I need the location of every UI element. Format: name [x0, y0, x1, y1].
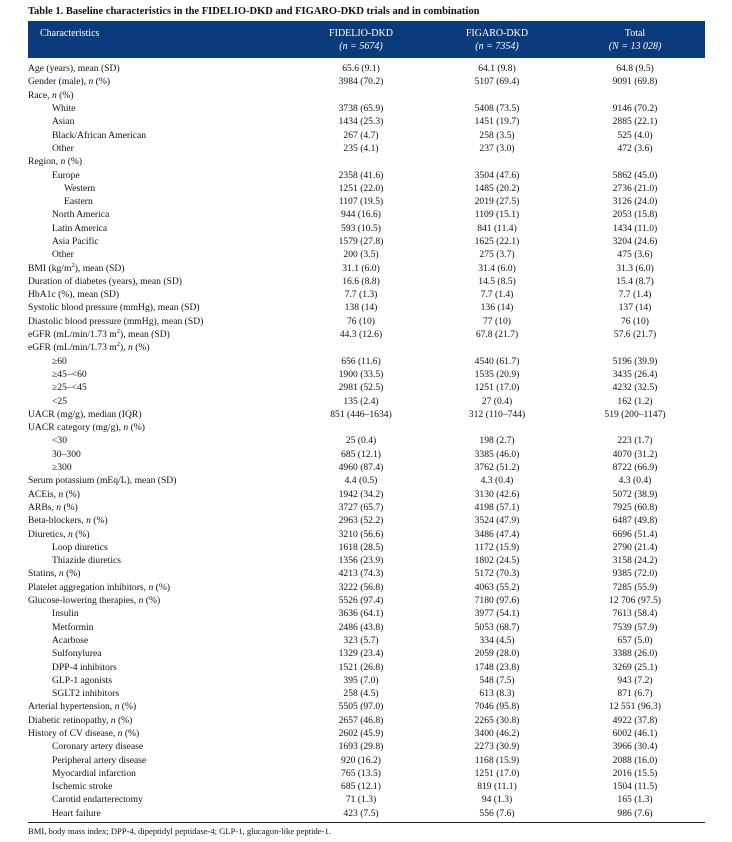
row-label: Glucose-lowering therapies, n (%): [28, 595, 161, 607]
figaro-value: 841 (11.4): [477, 222, 517, 234]
fidelio-value: 323 (5.7): [343, 634, 379, 646]
total-value: 2088 (16.0): [612, 754, 658, 766]
fidelio-value: 1579 (27.8): [338, 236, 384, 247]
row-label: UACR category (mg/g), n (%): [28, 422, 145, 434]
total-value: [565, 89, 705, 102]
table-row: [28, 301, 705, 314]
table-row: [28, 501, 705, 514]
fidelio-value: 2963 (52.2): [338, 515, 384, 527]
header-total-n: (N = 13 028): [608, 41, 662, 52]
row-label: DPP-4 inhibitors: [52, 661, 117, 673]
row-label: ≥25–<45: [52, 382, 87, 394]
table-row: [28, 328, 705, 341]
table-row: [28, 448, 705, 461]
figaro-value: 5408 (73.5): [474, 103, 520, 115]
figaro-value: 7180 (97.6): [474, 595, 520, 607]
table-row: [28, 647, 705, 660]
total-value: [565, 155, 705, 168]
total-value: 2736 (21.0): [612, 182, 658, 194]
table-row: [28, 288, 705, 301]
total-value: 4070 (31.2): [612, 448, 658, 460]
fidelio-value: 3636 (64.1): [338, 608, 384, 620]
table-row: [28, 753, 705, 766]
header-fidelio-n: (n = 5674): [339, 41, 383, 52]
figaro-value: 2273 (30.9): [474, 741, 520, 753]
row-label: Platelet aggregation inhibitors, n (%): [28, 581, 171, 593]
table-row: [28, 620, 705, 633]
total-value: 657 (5.0): [617, 634, 653, 646]
total-value: 3388 (26.0): [612, 648, 658, 660]
row-label: Insulin: [52, 608, 79, 620]
total-value: 7925 (60.8): [612, 501, 658, 513]
figaro-value: 67.8 (21.7): [475, 329, 519, 341]
fidelio-value: 1521 (26.8): [338, 661, 384, 673]
figaro-value: 14.5 (8.5): [478, 275, 516, 287]
figaro-value: [429, 89, 565, 102]
total-value: 9385 (72.0): [612, 568, 658, 580]
figaro-value: 198 (2.7): [479, 435, 515, 447]
table-row: [28, 58, 705, 75]
baseline-characteristics-table: [28, 21, 705, 820]
total-value: 4922 (37.8): [612, 714, 658, 726]
table-row: [28, 740, 705, 753]
fidelio-value: 2358 (41.6): [338, 169, 384, 181]
figaro-value: 1168 (15.9): [474, 754, 520, 766]
table-row: [28, 368, 705, 381]
row-label: Heart failure: [52, 807, 101, 819]
figaro-value: 7046 (95.8): [474, 701, 520, 713]
table-row: [28, 182, 705, 195]
figaro-value: 3504 (47.6): [474, 169, 520, 181]
fidelio-value: 3738 (65.9): [338, 103, 384, 115]
row-label: GLP-1 agonists: [52, 674, 112, 686]
total-value: 165 (1.3): [617, 794, 653, 806]
fidelio-value: 1900 (33.5): [338, 368, 384, 380]
fidelio-value: 71 (1.3): [345, 794, 377, 806]
header-row: [28, 21, 705, 58]
row-label: <25: [52, 395, 68, 407]
total-value: 871 (6.7): [617, 688, 653, 700]
fidelio-value: 1251 (22.0): [338, 182, 384, 194]
table-row: [28, 381, 705, 394]
fidelio-value: [293, 421, 429, 434]
figaro-value: 4540 (61.7): [474, 355, 520, 367]
row-label: History of CV disease, n (%): [28, 727, 140, 739]
header-figaro: FIGARO-DKD (n = 7354): [429, 21, 565, 58]
row-label: Duration of diabetes (years), mean (SD): [28, 275, 182, 287]
total-value: [565, 421, 705, 434]
row-label: Peripheral artery disease: [52, 754, 147, 766]
header-fidelio: FIDELIO-DKD (n = 5674): [293, 21, 429, 58]
fidelio-value: 1356 (23.9): [338, 555, 384, 567]
fidelio-value: [293, 341, 429, 354]
figaro-value: 3385 (46.0): [474, 448, 520, 460]
total-value: 9146 (70.2): [612, 103, 658, 115]
row-label: Beta-blockers, n (%): [28, 515, 108, 527]
row-label: eGFR (mL/min/1.73 $m^2$), mean (SD): [28, 328, 170, 341]
total-value: 76 (10): [621, 315, 649, 327]
total-value: 1434 (11.0): [612, 222, 658, 234]
figaro-value: 3762 (51.2): [474, 462, 520, 474]
header-characteristics: Characteristics: [28, 21, 293, 58]
total-value: 475 (3.6): [617, 249, 653, 261]
fidelio-value: 1618 (28.5): [338, 541, 384, 553]
total-value: 5072 (38.9): [612, 488, 658, 500]
table-row: [28, 222, 705, 235]
figaro-value: 1451 (19.7): [474, 116, 520, 128]
figaro-value: 136 (14): [480, 302, 514, 314]
table-row: [28, 168, 705, 181]
row-label: Ischemic stroke: [52, 781, 113, 793]
table-row: [28, 89, 705, 102]
figaro-value: 275 (3.7): [479, 249, 515, 261]
total-value: 3269 (25.1): [612, 661, 658, 673]
figaro-value: 613 (8.3): [479, 688, 515, 700]
row-label: Statins, n (%): [28, 568, 81, 580]
fidelio-value: 4213 (74.3): [338, 568, 384, 580]
total-value: 6696 (51.4): [612, 528, 658, 540]
row-label: Loop diuretics: [52, 541, 108, 553]
table-row: [28, 607, 705, 620]
fidelio-value: [293, 89, 429, 102]
figaro-value: 237 (3.0): [479, 142, 515, 154]
row-label: ACEis, n (%): [28, 488, 80, 500]
fidelio-value: 3210 (56.6): [338, 528, 384, 540]
total-value: 4.3 (0.4): [618, 475, 652, 487]
table-row: [28, 248, 705, 261]
table-row: [28, 527, 705, 540]
fidelio-value: [293, 155, 429, 168]
total-value: 3966 (30.4): [612, 741, 658, 753]
table-row: [28, 315, 705, 328]
table-row: [28, 780, 705, 793]
table-row: [28, 102, 705, 115]
figaro-value: 5053 (68.7): [474, 621, 520, 633]
table-row: [28, 807, 705, 820]
table-row: [28, 341, 705, 354]
figaro-value: 1251 (17.0): [474, 382, 520, 394]
fidelio-value: 1693 (29.8): [338, 741, 384, 753]
total-value: 137 (14): [618, 302, 652, 314]
table-bottom-rule: [28, 822, 705, 823]
figaro-value: 4198 (57.1): [474, 501, 520, 513]
figaro-value: 77 (10): [483, 315, 511, 327]
figaro-value: 548 (7.5): [479, 674, 515, 686]
total-value: 2053 (15.8): [612, 209, 658, 221]
total-value: 5862 (45.0): [612, 169, 658, 181]
row-label: Acarbose: [52, 634, 89, 646]
row-label: Arterial hypertension, n (%): [28, 701, 137, 713]
fidelio-value: 31.1 (6.0): [342, 262, 380, 274]
total-value: 162 (1.2): [617, 395, 653, 407]
total-value: 6002 (46.1): [612, 727, 658, 739]
fidelio-value: 5526 (97.4): [338, 595, 384, 607]
figaro-value: 4063 (55.2): [474, 581, 520, 593]
row-label: ≥45–<60: [52, 368, 87, 380]
row-label: Diabetic retinopathy, n (%): [28, 714, 133, 726]
fidelio-value: 2602 (45.9): [338, 727, 384, 739]
figaro-value: 31.4 (6.0): [478, 262, 516, 274]
figaro-value: 1109 (15.1): [474, 209, 520, 221]
table-row: [28, 634, 705, 647]
fidelio-value: 267 (4.7): [343, 129, 379, 141]
row-label: Eastern: [64, 196, 93, 208]
total-value: 9091 (69.8): [612, 76, 658, 88]
fidelio-value: 395 (7.0): [343, 674, 379, 686]
fidelio-value: 44.3 (12.6): [339, 329, 383, 341]
fidelio-value: 2981 (52.5): [338, 382, 384, 394]
figaro-value: 258 (3.5): [479, 129, 515, 141]
figaro-value: 334 (4.5): [479, 634, 515, 646]
figaro-value: 64.1 (9.8): [478, 63, 516, 75]
row-label: Other: [52, 142, 74, 154]
fidelio-value: 2486 (43.8): [338, 621, 384, 633]
total-value: [565, 341, 705, 354]
figaro-value: 3977 (54.1): [474, 608, 520, 620]
fidelio-value: 7.7 (1.3): [344, 289, 378, 301]
fidelio-value: 5505 (97.0): [338, 701, 384, 713]
total-value: 986 (7.6): [617, 807, 653, 819]
table-row: [28, 408, 705, 421]
fidelio-value: 1329 (23.4): [338, 648, 384, 660]
table-row: [28, 767, 705, 780]
figaro-value: 5107 (69.4): [474, 76, 520, 88]
table-row: [28, 793, 705, 806]
fidelio-value: 423 (7.5): [343, 807, 379, 819]
total-value: 7285 (55.9): [612, 581, 658, 593]
fidelio-value: 765 (13.5): [341, 767, 381, 779]
figaro-value: [429, 341, 565, 354]
figaro-value: 94 (1.3): [481, 794, 513, 806]
figaro-value: 27 (0.4): [481, 395, 513, 407]
fidelio-value: 16.6 (8.8): [342, 275, 380, 287]
total-value: 12 551 (96.3): [609, 701, 661, 713]
total-value: 15.4 (8.7): [616, 275, 654, 287]
figaro-value: 1802 (24.5): [474, 555, 520, 567]
fidelio-value: 1107 (19.5): [338, 196, 384, 208]
total-value: 2016 (15.5): [612, 767, 658, 779]
figaro-value: 1172 (15.9): [474, 541, 520, 553]
fidelio-value: 3727 (65.7): [338, 501, 384, 513]
row-label: SGLT2 inhibitors: [52, 688, 120, 700]
table-row: [28, 660, 705, 673]
table-row: [28, 421, 705, 434]
table-row: [28, 434, 705, 447]
total-value: 943 (7.2): [617, 674, 653, 686]
row-label: Thiazide diuretics: [52, 555, 121, 567]
fidelio-value: 235 (4.1): [343, 142, 379, 154]
table-row: [28, 554, 705, 567]
fidelio-value: 135 (2.4): [343, 395, 379, 407]
row-label: Latin America: [52, 222, 108, 234]
total-value: 3158 (24.2): [612, 555, 658, 567]
row-label: North America: [52, 209, 110, 221]
fidelio-value: 3984 (70.2): [338, 76, 384, 88]
row-label: Carotid endarterectomy: [52, 794, 143, 806]
table-row: [28, 155, 705, 168]
row-label: ≥300: [52, 462, 72, 474]
figaro-value: 3486 (47.4): [474, 528, 520, 540]
total-value: 31.3 (6.0): [616, 262, 654, 274]
total-value: 525 (4.0): [617, 129, 653, 141]
figaro-value: 4.3 (0.4): [480, 475, 514, 487]
table-row: [28, 581, 705, 594]
total-value: 223 (1.7): [617, 435, 653, 447]
figaro-value: 3400 (46.2): [474, 727, 520, 739]
row-label: HbA1c (%), mean (SD): [28, 289, 120, 301]
figaro-value: 1251 (17.0): [474, 767, 520, 779]
table-row: [28, 142, 705, 155]
row-label: Myocardial infarction: [52, 767, 136, 779]
fidelio-value: 138 (14): [344, 302, 378, 314]
total-value: 3435 (26.4): [612, 368, 658, 380]
figaro-value: 819 (11.1): [477, 781, 517, 793]
figaro-value: 2265 (30.8): [474, 714, 520, 726]
row-label: Coronary artery disease: [52, 741, 144, 753]
table-row: [28, 195, 705, 208]
figaro-value: 1535 (20.9): [474, 368, 520, 380]
fidelio-value: 3222 (56.8): [338, 581, 384, 593]
fidelio-value: 685 (12.1): [341, 448, 381, 460]
row-label: Asia Pacific: [52, 236, 99, 247]
header-figaro-n: (n = 7354): [475, 41, 519, 52]
fidelio-value: 851 (446–1634): [330, 408, 392, 420]
table-row: [28, 75, 705, 88]
total-value: 4232 (32.5): [612, 382, 658, 394]
figaro-value: 312 (110–744): [468, 408, 526, 420]
figaro-value: 7.7 (1.4): [480, 289, 514, 301]
figaro-value: 556 (7.6): [479, 807, 515, 819]
table-row: [28, 714, 705, 727]
table-header: [28, 21, 705, 58]
row-label: ≥60: [52, 355, 67, 367]
row-label: Sulfonylurea: [52, 648, 102, 660]
total-value: 8722 (66.9): [612, 462, 658, 474]
table-row: [28, 514, 705, 527]
figaro-value: 3524 (47.9): [474, 515, 520, 527]
total-value: 12 706 (97.5): [609, 595, 661, 607]
fidelio-value: 4.4 (0.5): [344, 475, 378, 487]
row-label: BMI $(kg/m^2)$, mean (SD): [28, 261, 125, 274]
row-label: UACR (mg/g), median (IQR): [28, 408, 142, 420]
total-value: 519 (200–1147): [604, 408, 666, 420]
row-label: Asian: [52, 116, 75, 128]
fidelio-value: 258 (4.5): [343, 688, 379, 700]
total-value: 472 (3.6): [617, 142, 653, 154]
total-value: 57.6 (21.7): [613, 329, 657, 341]
total-value: 2790 (21.4): [612, 541, 658, 553]
table-row: [28, 128, 705, 141]
table-row: [28, 727, 705, 740]
figaro-value: [429, 421, 565, 434]
total-value: 1504 (11.5): [612, 781, 658, 793]
header-total: Total (N = 13 028): [565, 21, 705, 58]
fidelio-value: 25 (0.4): [345, 435, 377, 447]
row-label: <30: [52, 435, 68, 447]
table-body: [28, 58, 705, 820]
total-value: 7539 (57.9): [612, 621, 658, 633]
table-row: [28, 594, 705, 607]
row-label: Diuretics, n (%): [28, 528, 90, 540]
fidelio-value: 2657 (46.8): [338, 714, 384, 726]
row-label: Age (years), mean (SD): [28, 63, 120, 75]
figaro-value: 1625 (22.1): [474, 236, 520, 247]
fidelio-value: 1434 (25.3): [338, 116, 384, 128]
figaro-value: [429, 155, 565, 168]
table-row: [28, 687, 705, 700]
row-label: Western: [64, 182, 96, 194]
table-row: [28, 488, 705, 501]
table-row: [28, 115, 705, 128]
row-label: Other: [52, 249, 74, 261]
table-row: [28, 474, 705, 487]
table-row: [28, 394, 705, 407]
table-row: [28, 700, 705, 713]
row-label: Serum potassium (mEq/L), mean (SD): [28, 475, 177, 487]
row-label: ARBs, n (%): [28, 501, 78, 513]
row-label: Region, n (%): [28, 156, 83, 168]
row-label: Diastolic blood pressure (mmHg), mean (SD): [28, 315, 204, 327]
row-label: Metformin: [52, 621, 94, 633]
table-caption: Table 1. Baseline characteristics in the FIDELIO-DKD and FIGARO-DKD trials and in combination: [28, 6, 480, 17]
table-row: [28, 235, 705, 248]
total-value: 3126 (24.0): [612, 196, 658, 208]
row-label: Race, n (%): [28, 89, 74, 101]
row-label: Black/African American: [52, 129, 147, 141]
table-row: [28, 208, 705, 221]
table-row: [28, 567, 705, 580]
total-value: 3204 (24.6): [612, 236, 658, 247]
total-value: 2885 (22.1): [612, 116, 658, 128]
table-row: [28, 261, 705, 274]
row-label: White: [52, 103, 76, 115]
fidelio-value: 1942 (34.2): [338, 488, 384, 500]
figaro-value: 2059 (28.0): [474, 648, 520, 660]
row-label: Gender (male), n (%): [28, 76, 111, 88]
fidelio-value: 593 (10.5): [341, 222, 381, 234]
total-value: 64.8 (9.5): [616, 63, 654, 75]
figaro-value: 3130 (42.6): [474, 488, 520, 500]
total-value: 7613 (58.4): [612, 608, 658, 620]
row-label: Systolic blood pressure (mmHg), mean (SD): [28, 302, 200, 314]
table-row: [28, 355, 705, 368]
table-row: [28, 461, 705, 474]
total-value: 5196 (39.9): [612, 355, 658, 367]
fidelio-value: 656 (11.6): [341, 355, 381, 367]
fidelio-value: 4960 (87.4): [338, 462, 384, 474]
fidelio-value: 76 (10): [347, 315, 375, 327]
figaro-value: 5172 (70.3): [474, 568, 520, 580]
figaro-value: 1748 (23.8): [474, 661, 520, 673]
total-value: 6487 (49.8): [612, 515, 658, 527]
table-footnote: BMI, body mass index; DPP-4, dipeptidyl peptidase-4; GLP-1, glucagon-like peptide-1.: [28, 826, 331, 836]
fidelio-value: 65.6 (9.1): [342, 63, 380, 75]
total-value: 7.7 (1.4): [618, 289, 652, 301]
row-label: Europe: [52, 169, 80, 181]
figaro-value: 1485 (20.2): [474, 182, 520, 194]
row-label: eGFR (mL/min/1.73 $m^2$), n (%): [28, 341, 150, 354]
fidelio-value: 685 (12.1): [341, 781, 381, 793]
table-row: [28, 275, 705, 288]
table-row: [28, 541, 705, 554]
fidelio-value: 920 (16.2): [341, 754, 381, 766]
row-label: 30–300: [52, 448, 81, 460]
figaro-value: 2019 (27.5): [474, 196, 520, 208]
table-row: [28, 674, 705, 687]
fidelio-value: 200 (3.5): [343, 249, 379, 261]
fidelio-value: 944 (16.6): [341, 209, 381, 221]
